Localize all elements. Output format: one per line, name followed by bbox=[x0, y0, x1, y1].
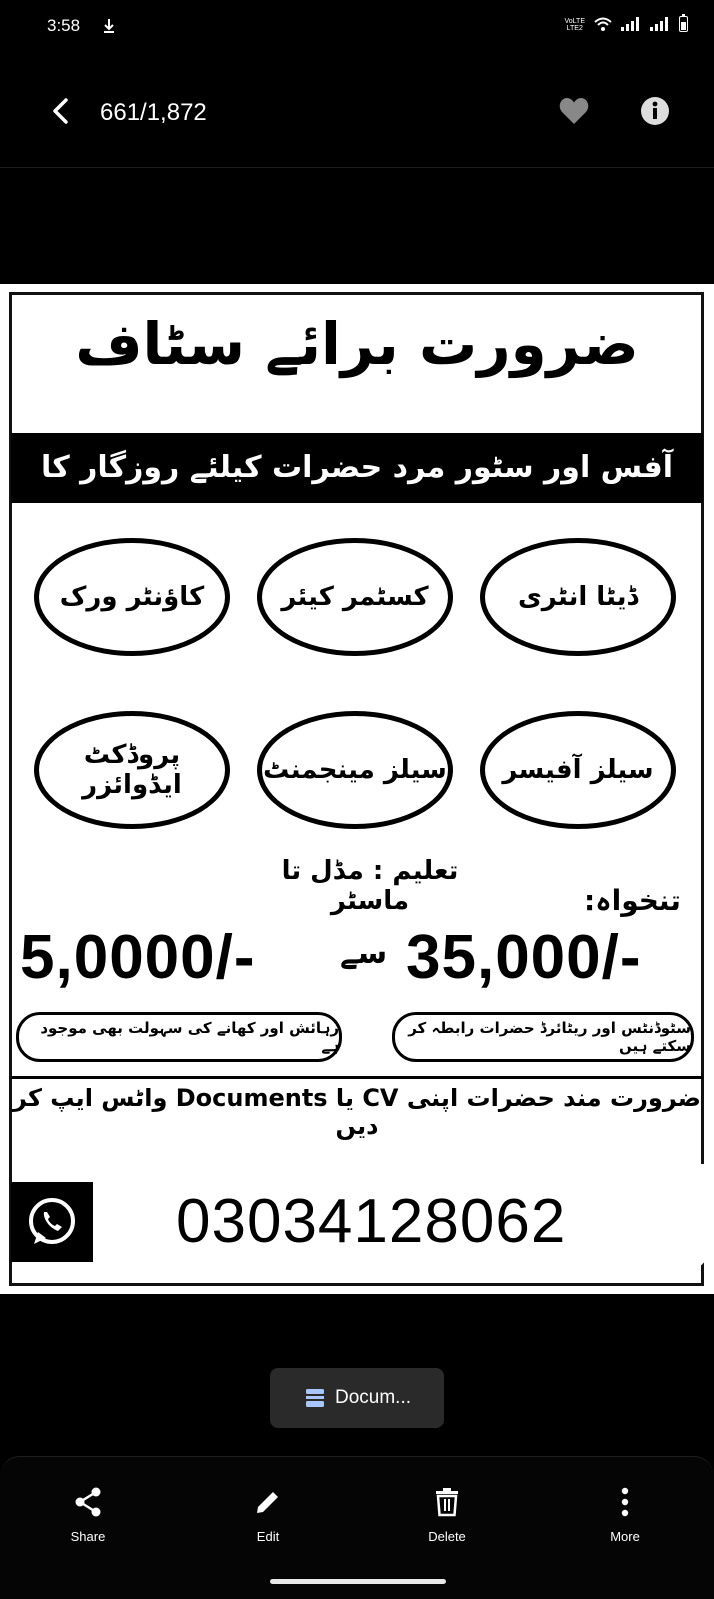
battery-icon bbox=[679, 14, 688, 36]
salary-label: تنخواہ: bbox=[584, 884, 681, 917]
position-oval: کسٹمر کیئر bbox=[257, 538, 453, 656]
trash-icon bbox=[397, 1483, 497, 1521]
more-vertical-icon bbox=[575, 1483, 675, 1521]
status-time: 3:58 bbox=[47, 16, 81, 35]
pencil-icon bbox=[218, 1483, 318, 1521]
signal-icon-2 bbox=[650, 16, 670, 35]
education-text: تعلیم : مڈل تا ماسٹر bbox=[281, 856, 459, 916]
document-chip[interactable] bbox=[270, 1368, 444, 1428]
favorite-button[interactable] bbox=[558, 96, 590, 126]
poster-divider bbox=[11, 1076, 703, 1079]
salary-min: 35,000/- bbox=[406, 923, 642, 992]
network-type: VoLTE LTE2 bbox=[564, 18, 585, 32]
salary-max: 5,0000/- bbox=[20, 923, 256, 992]
position-oval: سیلز آفیسر bbox=[480, 711, 676, 829]
share-button[interactable]: Share bbox=[38, 1483, 138, 1544]
signal-icon bbox=[621, 16, 641, 35]
document-chip-label: Docum... bbox=[334, 1387, 412, 1408]
position-oval: سیلز مینجمنٹ bbox=[257, 711, 453, 829]
document-scan-icon bbox=[303, 1386, 327, 1410]
home-indicator[interactable] bbox=[270, 1579, 446, 1584]
salary-separator: سے bbox=[340, 936, 388, 971]
download-icon bbox=[103, 18, 115, 38]
note-box-accommodation: رہائش اور کھانے کی سہولت بھی موجود ہے bbox=[16, 1012, 342, 1062]
info-button[interactable] bbox=[640, 96, 670, 126]
status-icons bbox=[565, 14, 689, 36]
phone-number: 03034128062 bbox=[176, 1187, 567, 1256]
poster-image[interactable] bbox=[0, 284, 714, 1294]
position-oval: پروڈکٹ ایڈوائزر bbox=[34, 711, 230, 829]
wifi-icon bbox=[594, 16, 612, 35]
back-arrow-icon bbox=[46, 96, 76, 126]
poster-title: ضرورت برائے سٹاف bbox=[75, 310, 639, 378]
edit-button[interactable]: Edit bbox=[218, 1483, 318, 1544]
apply-instructions: ضرورت مند حضرات اپنی CV یا Documents واٹس ایپ کر دیں bbox=[13, 1084, 701, 1140]
app-bar bbox=[0, 56, 714, 168]
status-bar bbox=[0, 0, 714, 56]
more-button[interactable]: More bbox=[575, 1483, 675, 1544]
poster-band: آفس اور سٹور مرد حضرات کیلئے روزگار کا شاندار موقع bbox=[11, 433, 703, 503]
heart-icon bbox=[558, 96, 590, 126]
note-box-students: سٹوڈنٹس اور ریٹائرڈ حضرات رابطہ کر سکتے ہیں bbox=[392, 1012, 694, 1062]
back-button[interactable] bbox=[46, 96, 76, 126]
position-oval: ڈیٹا انٹری bbox=[480, 538, 676, 656]
position-oval: کاؤنٹر ورک bbox=[34, 538, 230, 656]
whatsapp-icon bbox=[11, 1182, 93, 1262]
image-counter: 661/1,872 bbox=[100, 99, 207, 126]
info-icon bbox=[640, 96, 670, 126]
delete-button[interactable]: Delete bbox=[397, 1483, 497, 1544]
share-icon bbox=[38, 1483, 138, 1521]
bottom-action-bar bbox=[0, 1456, 714, 1599]
